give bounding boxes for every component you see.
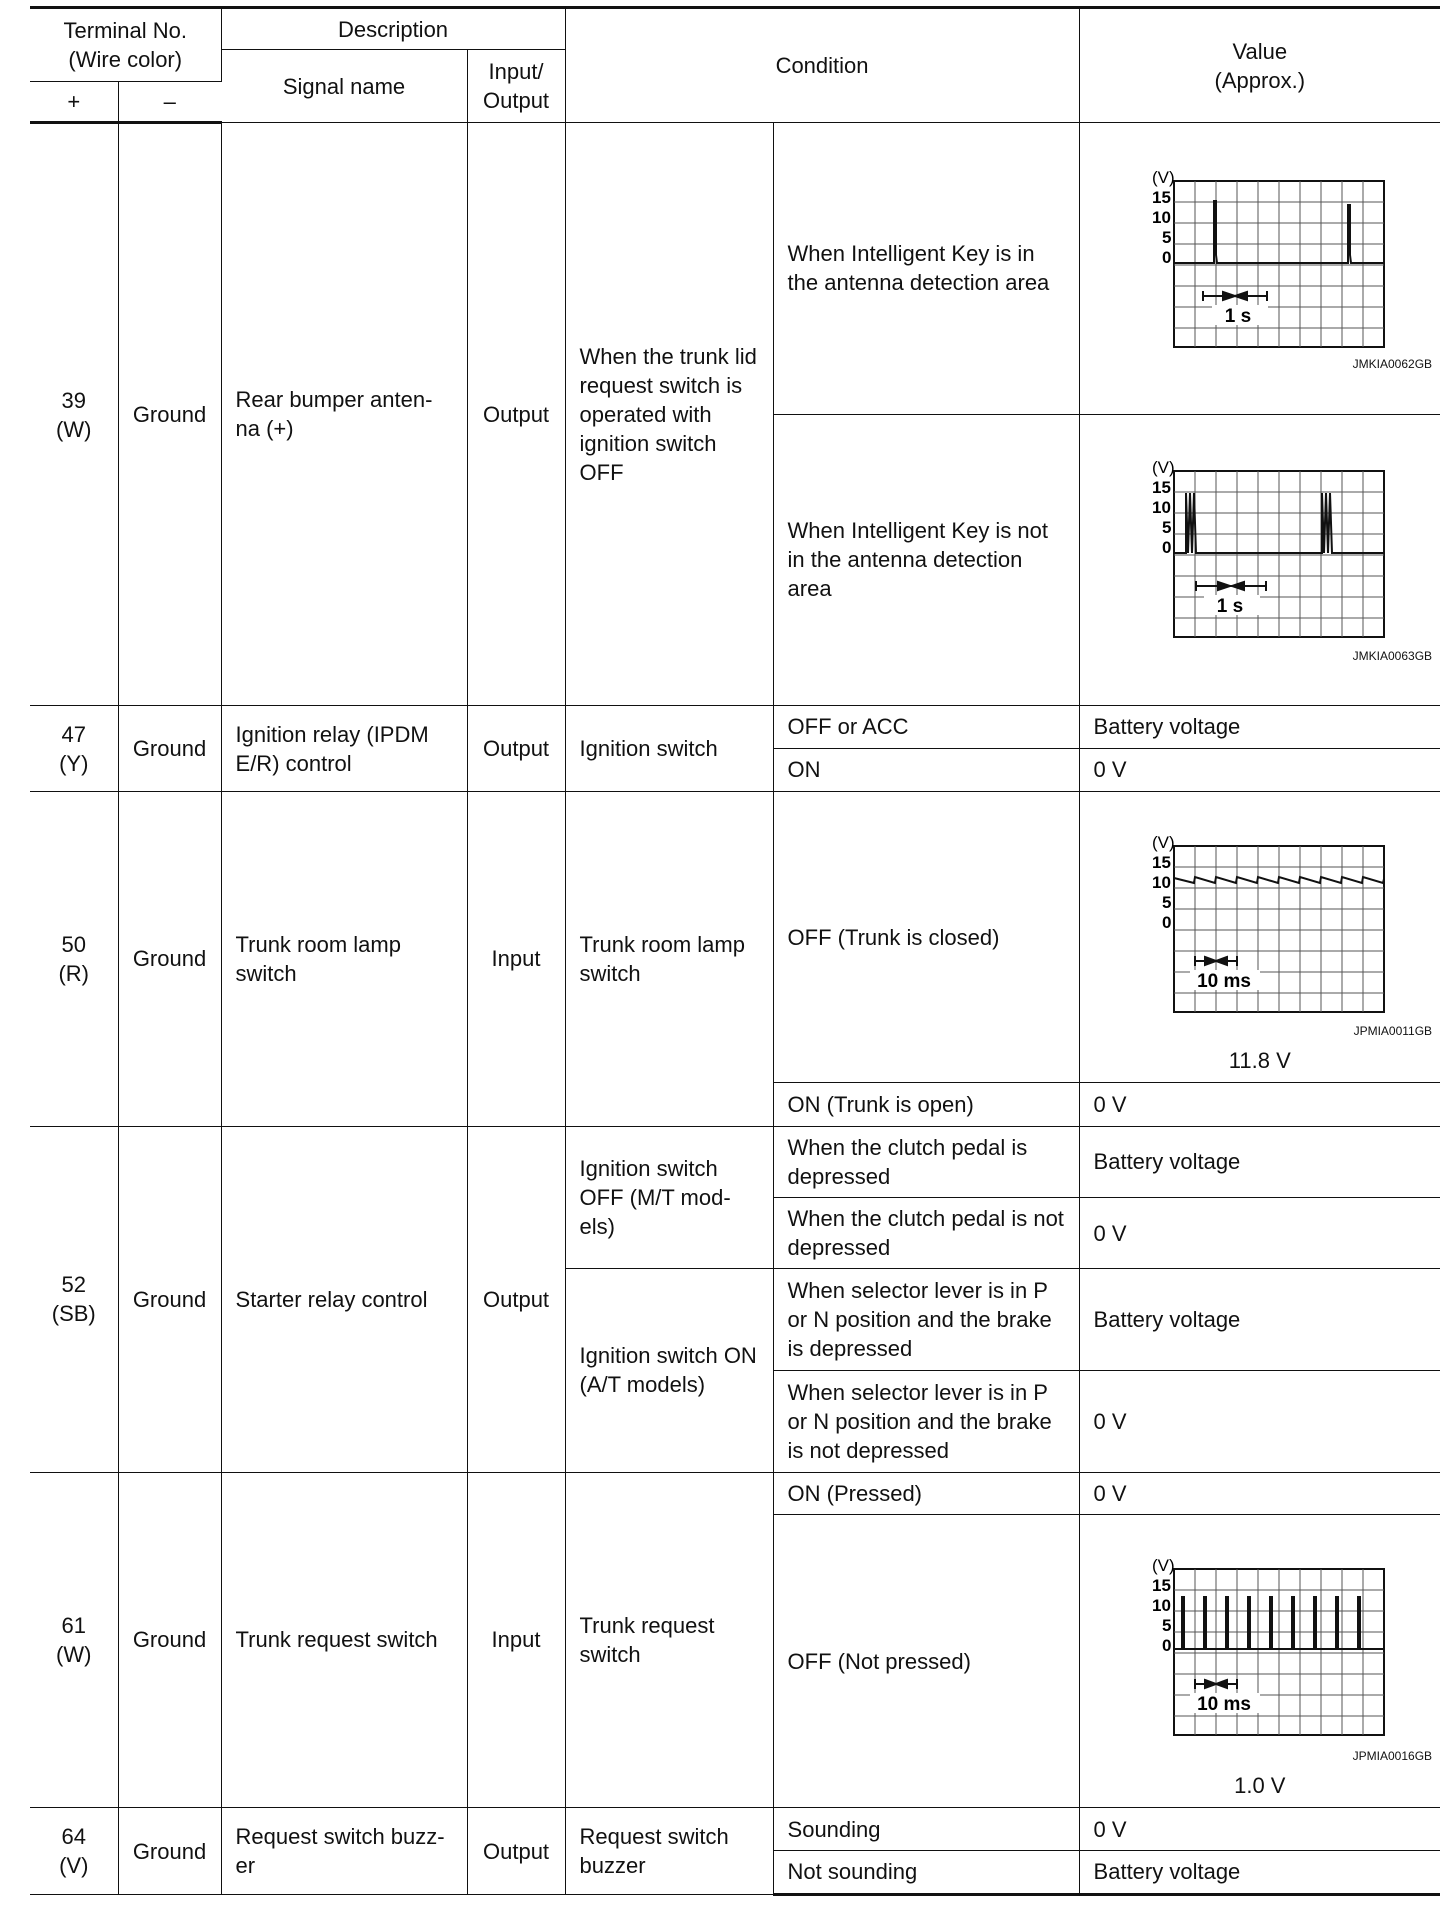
subcondition-64-2: Not sounding <box>773 1850 1079 1894</box>
waveform-y10: 10 <box>1151 497 1171 517</box>
header-value <box>1079 8 1440 123</box>
waveform-time-label: 1 s <box>1224 306 1251 327</box>
waveform-figure-39-2 <box>1084 415 1437 706</box>
header-row-1 <box>30 8 1440 50</box>
ground-50: Ground <box>118 791 221 1126</box>
waveform-y5: 5 <box>1161 228 1172 247</box>
waveform-time-label: 10 ms <box>1196 1693 1251 1715</box>
waveform-y5: 5 <box>1161 1615 1172 1635</box>
signal-50: Trunk room lamp switch <box>221 791 467 1126</box>
subcondition-47-1: OFF or ACC <box>773 706 1079 748</box>
document <box>30 6 1440 1896</box>
value-64-2: Battery voltage <box>1079 1850 1440 1894</box>
header-input-output: Input/ Output <box>467 50 565 123</box>
io-52: Output <box>467 1126 565 1472</box>
waveform-unit: (V) <box>1151 168 1175 187</box>
waveform-y15: 15 <box>1151 188 1171 207</box>
waveform-y5: 5 <box>1161 892 1172 912</box>
condition-64: Request switch buzzer <box>565 1808 773 1895</box>
signal-61: Trunk request switch <box>221 1472 467 1808</box>
terminal-number: 52 <box>61 1272 86 1298</box>
waveform-unit: (V) <box>1151 1555 1175 1575</box>
ground-61: Ground <box>118 1472 221 1808</box>
value-61-2 <box>1079 1514 1440 1808</box>
terminal-47 <box>30 706 118 791</box>
waveform-y5: 5 <box>1161 517 1172 537</box>
waveform-y10: 10 <box>1151 872 1171 892</box>
terminal-number: 64 <box>61 1824 86 1850</box>
subcondition-39-2: When Intelligent Key is not in the antenna detection area <box>773 414 1079 706</box>
value-50-2: 0 V <box>1079 1083 1440 1126</box>
condition-61: Trunk request switch <box>565 1472 773 1808</box>
waveform-trace <box>1174 877 1384 883</box>
value-39-2 <box>1079 414 1440 706</box>
waveform-y0: 0 <box>1161 248 1172 267</box>
waveform-y10: 10 <box>1151 1595 1171 1615</box>
wire-color: (Y) <box>59 750 89 776</box>
header-condition: Condition <box>565 8 1079 123</box>
terminal-number: 39 <box>61 387 86 413</box>
header-wire-color-label: (Wire color) <box>68 47 183 72</box>
value-39-1 <box>1079 123 1440 415</box>
waveform-y15: 15 <box>1151 852 1171 872</box>
waveform-figure-61 <box>1084 1515 1437 1808</box>
io-39: Output <box>467 123 565 706</box>
waveform-figure-50 <box>1084 792 1437 1083</box>
terminal-64 <box>30 1808 118 1895</box>
waveform-time-marker <box>1196 581 1266 591</box>
waveform-y10: 10 <box>1151 208 1171 227</box>
terminal-number: 61 <box>61 1612 86 1638</box>
terminal-spec-table <box>30 6 1440 1896</box>
terminal-52 <box>30 1126 118 1472</box>
terminal-61 <box>30 1472 118 1808</box>
header-terminal-no <box>30 8 221 82</box>
subcondition-52-1: When the clutch pedal is depressed <box>773 1126 1079 1197</box>
figure-code: JMKIA0062GB <box>1352 357 1433 371</box>
signal-39: Rear bumper anten-na (+) <box>221 123 467 706</box>
signal-64: Request switch buzz-er <box>221 1808 467 1895</box>
value-61-2-text: 1.0 V <box>1234 1772 1286 1798</box>
io-50: Input <box>467 791 565 1126</box>
subcondition-39-1: When Intelligent Key is in the antenna detection area <box>773 123 1079 415</box>
value-52-4: 0 V <box>1079 1370 1440 1472</box>
table-row-47a <box>30 706 1440 748</box>
value-52-1: Battery voltage <box>1079 1126 1440 1197</box>
terminal-39 <box>30 123 118 706</box>
value-52-2: 0 V <box>1079 1198 1440 1269</box>
table-row-64a <box>30 1808 1440 1850</box>
figure-code: JPMIA0016GB <box>1352 1748 1433 1763</box>
subcondition-50-1: OFF (Trunk is closed) <box>773 791 1079 1083</box>
subcondition-52-3: When selector lever is in P or N position and the brake is depressed <box>773 1269 1079 1371</box>
wire-color: (SB) <box>51 1301 96 1327</box>
header-signal-name: Signal name <box>221 50 467 123</box>
waveform-chart <box>1104 830 1404 1030</box>
condition-52-b: Ignition switch ON (A/T models) <box>565 1269 773 1472</box>
io-47: Output <box>467 706 565 791</box>
table-row-52a <box>30 1126 1440 1197</box>
wire-color: (V) <box>59 1853 89 1879</box>
subcondition-61-2: OFF (Not pressed) <box>773 1514 1079 1808</box>
subcondition-52-4: When selector lever is in P or N position and the brake is not depressed <box>773 1370 1079 1472</box>
value-50-1-text: 11.8 V <box>1228 1047 1291 1073</box>
signal-47: Ignition relay (IPDM E/R) control <box>221 706 467 791</box>
header-approx-label: (Approx.) <box>1214 67 1306 93</box>
waveform-y15: 15 <box>1151 477 1171 497</box>
ground-52: Ground <box>118 1126 221 1472</box>
waveform-figure-39-1 <box>1084 123 1437 414</box>
ground-39: Ground <box>118 123 221 706</box>
header-value-label: Value <box>1232 38 1288 64</box>
terminal-number: 47 <box>61 721 86 747</box>
value-50-1 <box>1079 791 1440 1083</box>
subcondition-47-2: ON <box>773 748 1079 791</box>
terminal-50 <box>30 791 118 1126</box>
waveform-chart <box>1104 455 1404 655</box>
condition-47: Ignition switch <box>565 706 773 791</box>
subcondition-52-2: When the clutch pedal is not depressed <box>773 1198 1079 1269</box>
table-row-61a <box>30 1472 1440 1514</box>
value-47-1: Battery voltage <box>1079 706 1440 748</box>
ground-47: Ground <box>118 706 221 791</box>
value-61-1: 0 V <box>1079 1472 1440 1514</box>
condition-52-a: Ignition switch OFF (M/T mod-els) <box>565 1126 773 1269</box>
waveform-y0: 0 <box>1161 1635 1172 1655</box>
figure-code: JMKIA0063GB <box>1352 648 1433 663</box>
wire-color: (W) <box>56 416 92 442</box>
value-64-1: 0 V <box>1079 1808 1440 1850</box>
waveform-time-marker <box>1203 291 1267 301</box>
signal-52: Starter relay control <box>221 1126 467 1472</box>
waveform-chart <box>1104 165 1404 365</box>
condition-39: When the trunk lid request switch is operated with ignition switch OFF <box>565 123 773 706</box>
value-47-2: 0 V <box>1079 748 1440 791</box>
waveform-time-label: 10 ms <box>1196 970 1251 992</box>
waveform-y0: 0 <box>1161 912 1172 932</box>
subcondition-64-1: Sounding <box>773 1808 1079 1850</box>
subcondition-61-1: ON (Pressed) <box>773 1472 1079 1514</box>
header-terminal-no-label: Terminal No. <box>63 18 187 43</box>
condition-50: Trunk room lamp switch <box>565 791 773 1126</box>
header-minus: – <box>118 82 221 123</box>
io-64: Output <box>467 1808 565 1895</box>
io-61: Input <box>467 1472 565 1808</box>
waveform-y0: 0 <box>1161 537 1172 557</box>
header-description: Description <box>221 8 565 50</box>
waveform-chart <box>1104 1553 1404 1753</box>
waveform-unit: (V) <box>1151 832 1175 852</box>
terminal-number: 50 <box>61 931 86 957</box>
waveform-time-label: 1 s <box>1216 595 1243 617</box>
waveform-y15: 15 <box>1151 1575 1171 1595</box>
table-row-50a <box>30 791 1440 1083</box>
table-row-39a <box>30 123 1440 415</box>
figure-code: JPMIA0011GB <box>1353 1023 1433 1038</box>
header-plus: + <box>30 82 118 123</box>
subcondition-50-2: ON (Trunk is open) <box>773 1083 1079 1126</box>
waveform-unit: (V) <box>1151 457 1175 477</box>
ground-64: Ground <box>118 1808 221 1895</box>
wire-color: (R) <box>58 960 90 986</box>
wire-color: (W) <box>56 1641 92 1667</box>
value-52-3: Battery voltage <box>1079 1269 1440 1371</box>
